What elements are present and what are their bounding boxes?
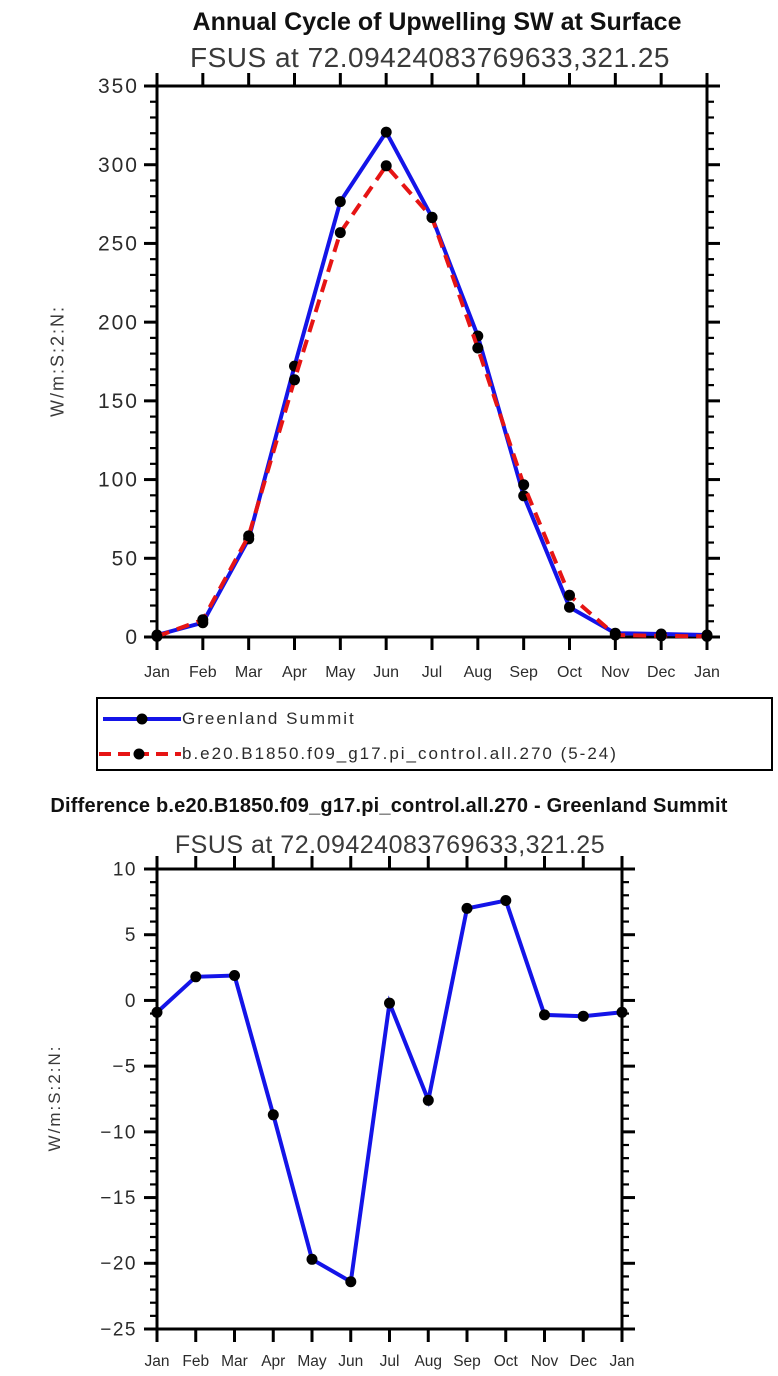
data-point-marker xyxy=(384,998,395,1009)
x-tick-label: Sep xyxy=(509,664,538,681)
x-tick-label: Jun xyxy=(373,664,400,681)
y-tick-label: 0 xyxy=(125,626,139,650)
y-tick-label: 10 xyxy=(112,859,137,881)
x-tick-label: Aug xyxy=(463,664,493,681)
y-tick-label: −5 xyxy=(112,1056,137,1078)
x-tick-label: May xyxy=(297,1353,327,1370)
x-tick-label: Jul xyxy=(421,664,443,681)
data-point-marker xyxy=(539,1009,550,1020)
data-point-marker xyxy=(518,479,529,490)
y-tick-label: 300 xyxy=(97,153,139,177)
data-point-marker xyxy=(345,1276,356,1287)
data-point-marker xyxy=(423,1095,434,1106)
x-tick-label: Jan xyxy=(609,1353,635,1370)
difference-chart xyxy=(100,856,635,1370)
data-point-marker xyxy=(152,631,163,642)
annual-cycle-chart-subtitle: FSUS at 72.09424083769633,321.25 xyxy=(190,42,670,73)
y-tick-label: 5 xyxy=(124,925,137,947)
annual-cycle-chart-title: Annual Cycle of Upwelling SW at Surface xyxy=(192,8,682,36)
data-point-marker xyxy=(617,1007,628,1018)
x-tick-label: Nov xyxy=(530,1353,559,1370)
y-tick-label: 200 xyxy=(97,311,139,335)
series-line-difference-b-e20-b1850-f09-g17-pi-control-all-27 xyxy=(157,901,622,1282)
y-tick-label: 350 xyxy=(97,75,139,99)
data-point-marker xyxy=(197,614,208,625)
data-point-marker xyxy=(229,970,240,981)
x-tick-label: Jul xyxy=(379,1353,400,1370)
series-line-b-e20-b1850-f09-g17-pi-control-all-270-5-24 xyxy=(157,166,707,637)
y-tick-label: −15 xyxy=(100,1188,137,1210)
y-tick-label: 0 xyxy=(124,990,137,1012)
data-point-marker xyxy=(462,903,473,914)
x-tick-label: Dec xyxy=(569,1353,598,1370)
y-tick-label: −10 xyxy=(100,1122,137,1144)
data-point-marker xyxy=(472,343,483,354)
data-point-marker xyxy=(335,227,346,238)
annual-cycle-y-axis-title: W/m:S:2:N: xyxy=(47,304,68,418)
difference-chart-subtitle: FSUS at 72.09424083769633,321.25 xyxy=(174,831,606,859)
plot-frame xyxy=(157,869,622,1329)
data-point-marker xyxy=(564,590,575,601)
x-tick-label: Feb xyxy=(182,1353,210,1370)
data-point-marker xyxy=(289,374,300,385)
y-tick-label: −20 xyxy=(100,1253,137,1275)
x-tick-label: May xyxy=(325,664,356,681)
x-tick-label: Sep xyxy=(453,1353,481,1370)
data-point-marker xyxy=(243,530,254,541)
y-tick-label: 250 xyxy=(97,232,139,256)
legend-label: b.e20.B1850.f09_g17.pi_control.all.270 (5-24) xyxy=(182,744,618,763)
legend-dashed-line-icon xyxy=(98,737,182,771)
data-point-marker xyxy=(656,630,667,641)
data-point-marker xyxy=(564,602,575,613)
x-tick-label: Oct xyxy=(557,664,582,681)
x-tick-label: Oct xyxy=(493,1353,518,1370)
data-point-marker xyxy=(190,971,201,982)
legend-label: Greenland Summit xyxy=(182,709,356,728)
legend-box xyxy=(96,697,773,771)
data-point-marker xyxy=(702,631,713,642)
x-tick-label: Jan xyxy=(144,664,170,681)
x-tick-label: Dec xyxy=(646,664,676,681)
x-tick-label: Jun xyxy=(338,1353,364,1370)
data-point-marker xyxy=(268,1109,279,1120)
data-point-marker xyxy=(307,1254,318,1265)
difference-chart-title: Difference b.e20.B1850.f09_g17.pi_control.all.270 - Greenland Summit xyxy=(50,795,728,817)
data-point-marker xyxy=(152,1007,163,1018)
x-tick-label: Feb xyxy=(189,664,217,681)
x-tick-label: Jan xyxy=(694,664,720,681)
difference-y-axis-title: W/m:S:2:N: xyxy=(45,1044,64,1152)
x-tick-label: Nov xyxy=(601,664,630,681)
data-point-marker xyxy=(381,127,392,138)
y-tick-label: −25 xyxy=(100,1319,137,1341)
data-point-marker xyxy=(381,160,392,171)
x-tick-label: Apr xyxy=(261,1353,286,1370)
series-line-greenland-summit xyxy=(157,132,707,635)
y-tick-label: 150 xyxy=(97,389,139,413)
x-tick-label: Jan xyxy=(144,1353,170,1370)
y-tick-label: 50 xyxy=(111,547,139,571)
legend-item-greenland-summit xyxy=(98,702,356,736)
annual-cycle-chart xyxy=(98,73,720,681)
y-tick-label: 100 xyxy=(97,468,139,492)
x-tick-label: Mar xyxy=(234,664,263,681)
data-point-marker xyxy=(578,1011,589,1022)
data-point-marker xyxy=(335,196,346,207)
legend-item-pi-control xyxy=(98,737,618,771)
x-tick-label: Aug xyxy=(414,1353,443,1370)
data-point-marker xyxy=(500,895,511,906)
x-tick-label: Mar xyxy=(221,1353,248,1370)
legend-solid-line-icon xyxy=(98,702,182,736)
data-point-marker xyxy=(610,630,621,641)
data-point-marker xyxy=(427,212,438,223)
x-tick-label: Apr xyxy=(282,664,307,681)
